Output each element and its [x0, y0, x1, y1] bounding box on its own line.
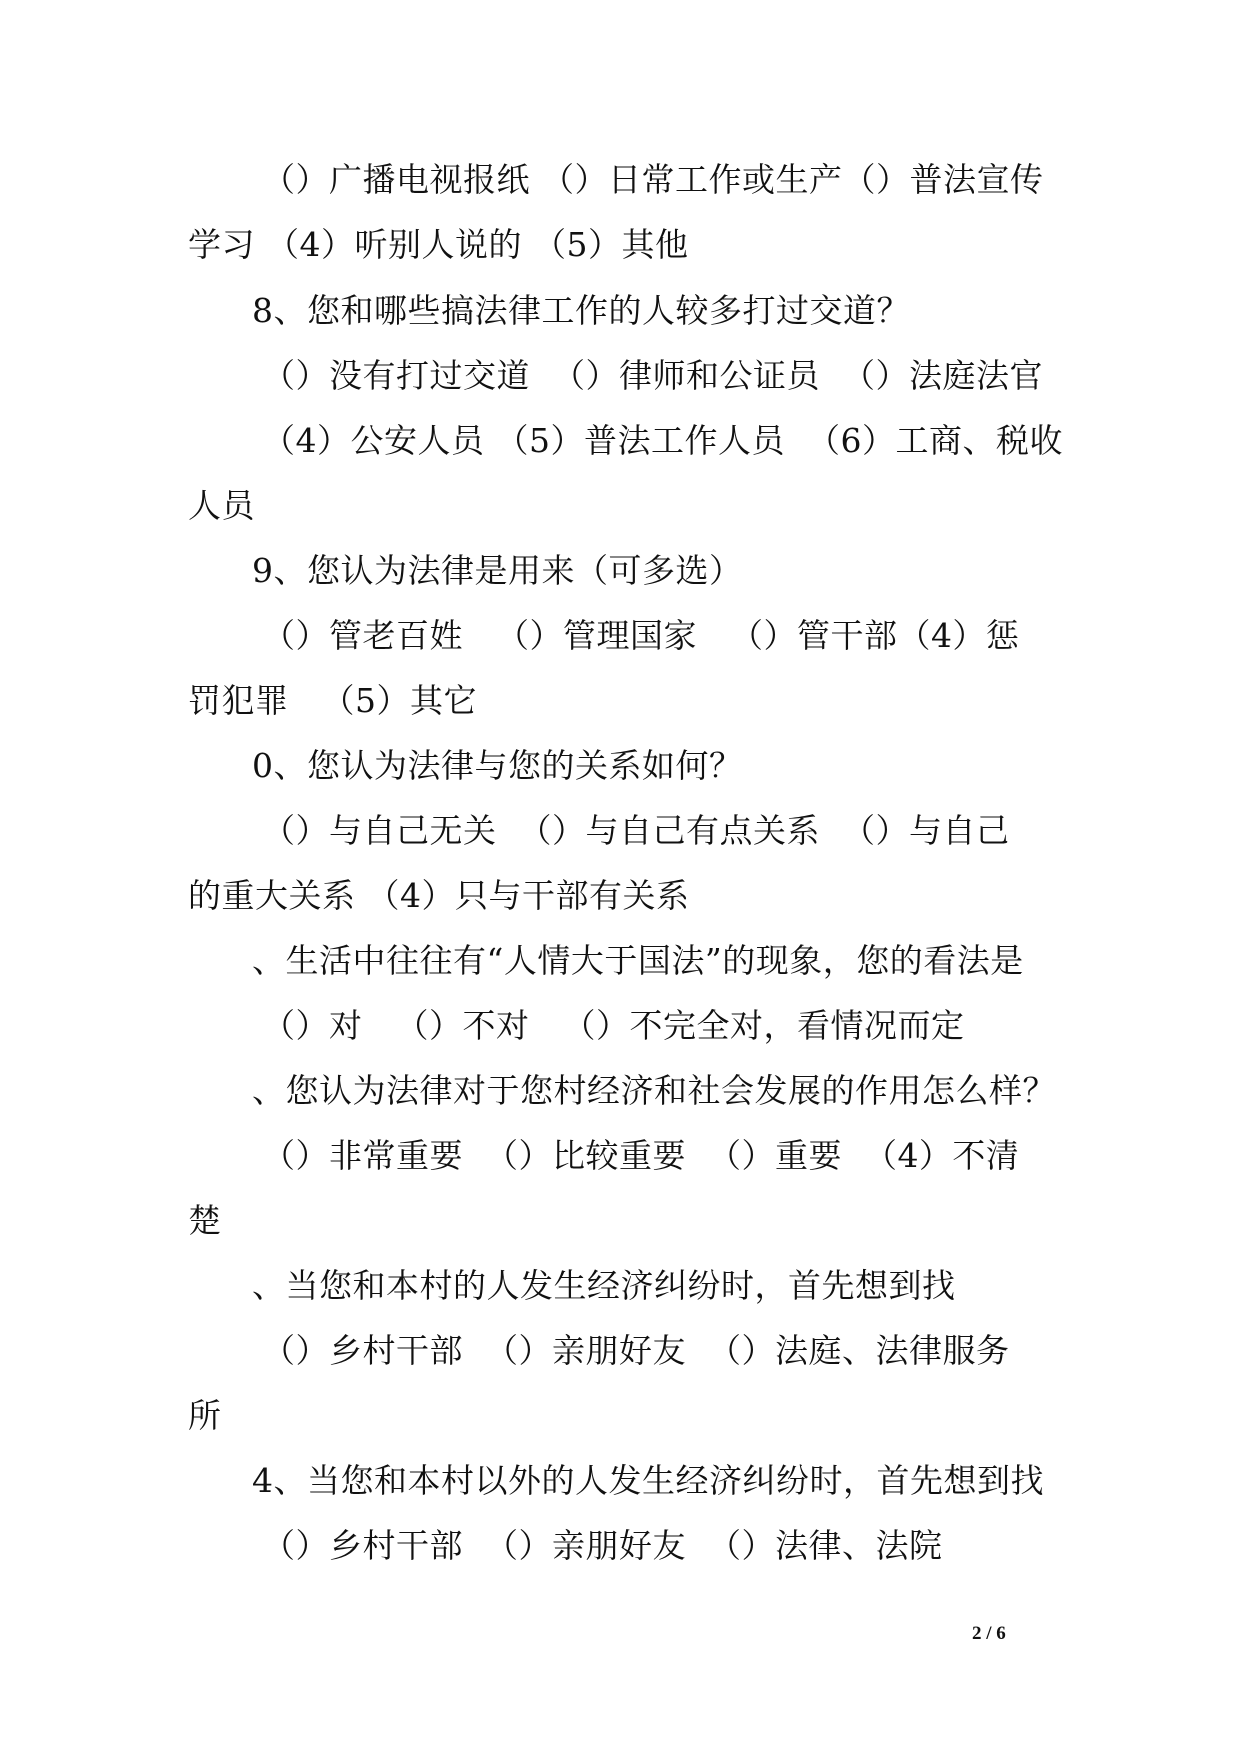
- page-number: 2 / 6: [972, 1623, 1006, 1644]
- question-9: 9、您认为法律是用来（可多选）: [252, 551, 743, 590]
- text-line-16: （）非常重要 （）比较重要 （）重要 （4）不清: [262, 1136, 1020, 1175]
- text-line-22: （）乡村干部 （）亲朋好友 （）法律、法院: [262, 1526, 943, 1565]
- text-line-1: （）广播电视报纸 （）日常工作或生产（）普法宣传: [262, 160, 1044, 199]
- text-line-20: 所: [188, 1396, 222, 1435]
- text-line-14: （）对 （）不对 （）不完全对，看情况而定: [262, 1006, 965, 1045]
- question-13: 、当您和本村的人发生经济纠纷时，首先想到找: [252, 1266, 956, 1305]
- text-line-12: 的重大关系 （4）只与干部有关系: [188, 876, 690, 915]
- text-line-19: （）乡村干部 （）亲朋好友 （）法庭、法律服务: [262, 1331, 1010, 1370]
- text-line-9: 罚犯罪 （5）其它: [188, 681, 477, 720]
- question-12: 、您认为法律对于您村经济和社会发展的作用怎么样？: [252, 1071, 1056, 1110]
- text-line-4: （）没有打过交道 （）律师和公证员 （）法庭法官: [262, 356, 1043, 395]
- text-line-6: 人员: [188, 486, 255, 525]
- question-14: 4、当您和本村以外的人发生经济纠纷时，首先想到找: [252, 1461, 1044, 1500]
- question-8: 8、您和哪些搞法律工作的人较多打过交道？: [252, 291, 910, 330]
- question-10: 0、您认为法律与您的关系如何？: [252, 746, 743, 785]
- text-line-8: （）管老百姓 （）管理国家 （）管干部（4）惩: [262, 616, 1020, 655]
- text-line-5: （4）公安人员 （5）普法工作人员 （6）工商、税收: [262, 421, 1063, 460]
- text-line-11: （）与自己无关 （）与自己有点关系 （）与自己: [262, 811, 1010, 850]
- text-line-17: 楚: [188, 1201, 222, 1240]
- question-11: 、生活中往往有“人情大于国法”的现象，您的看法是: [252, 941, 1024, 980]
- text-line-2: 学习 （4）听别人说的 （5）其他: [188, 225, 689, 264]
